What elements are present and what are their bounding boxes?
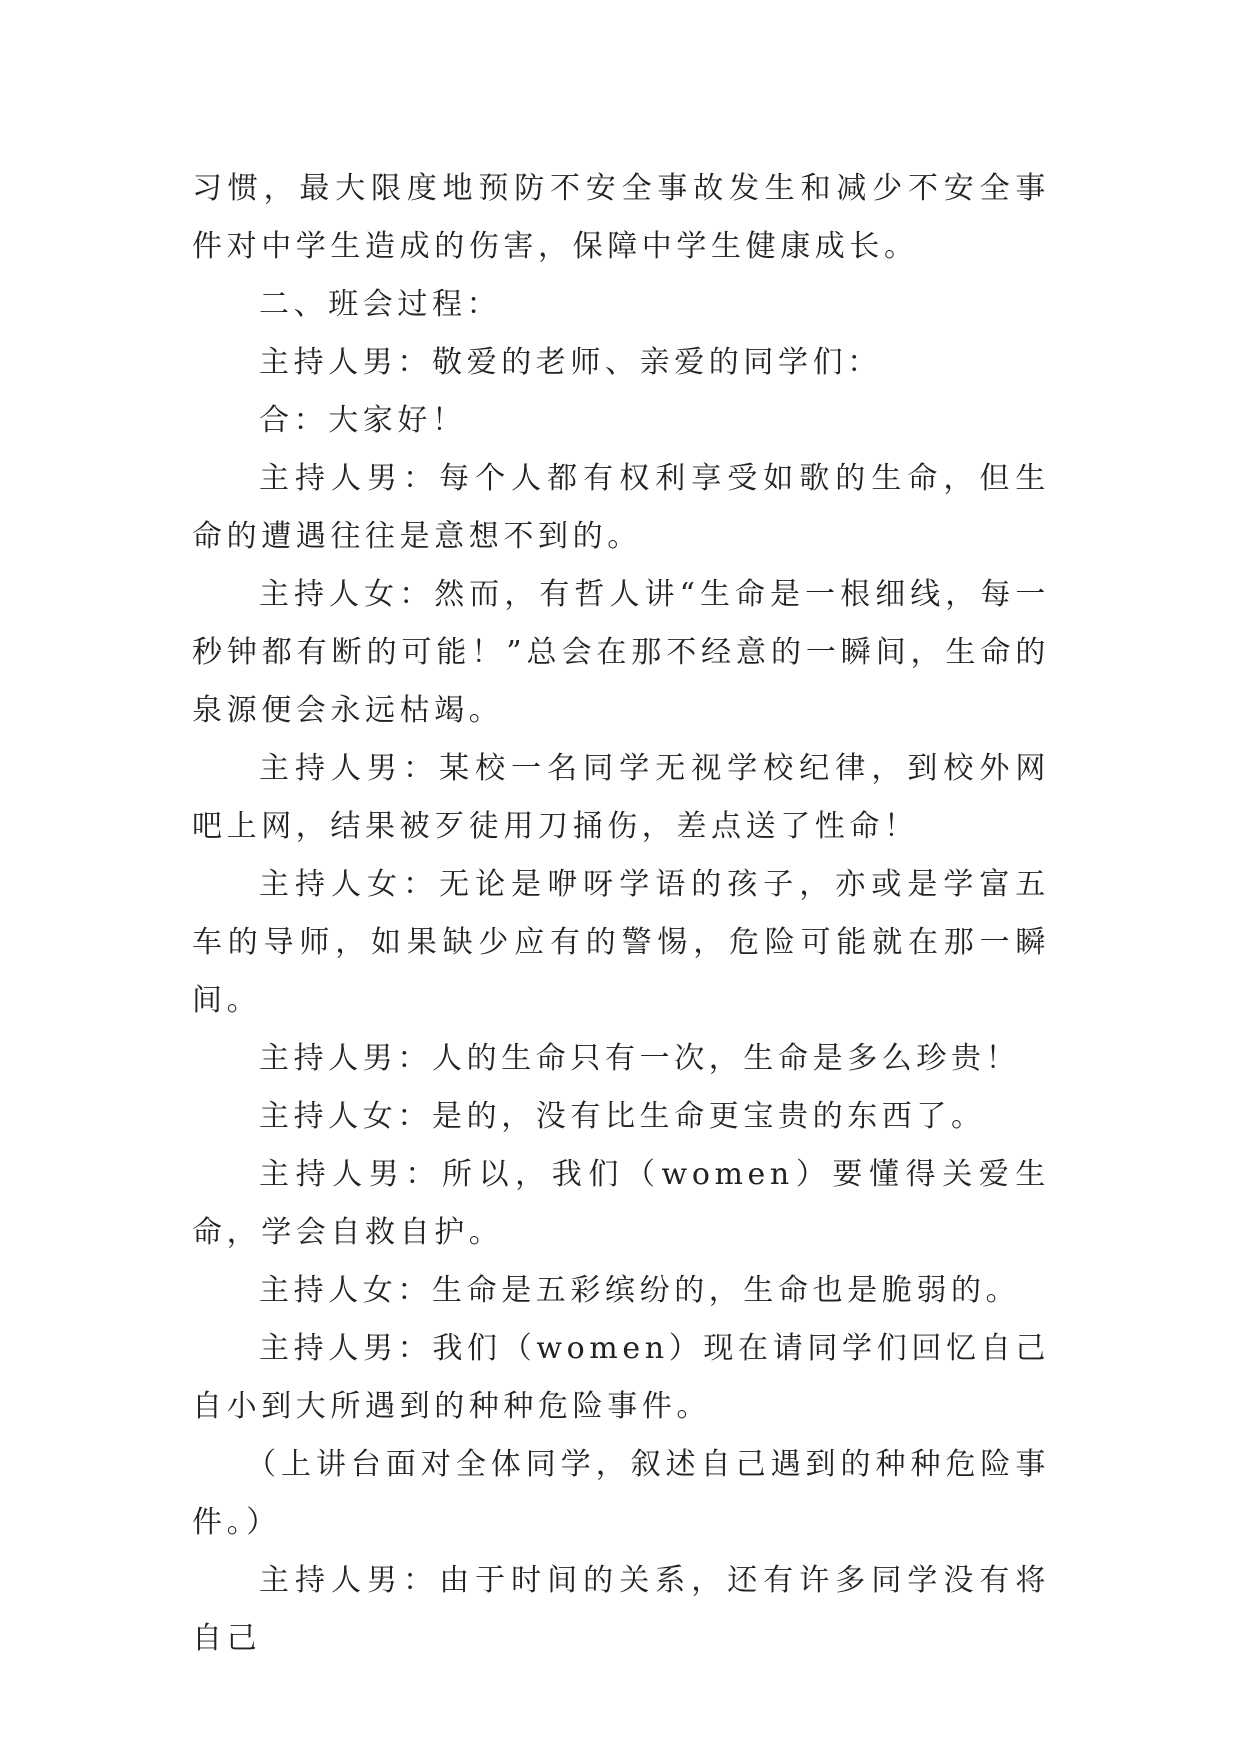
paragraph-host-male-greeting: 主持人男：敬爱的老师、亲爱的同学们： [259, 345, 882, 380]
paragraph-host-male-life-song: 主持人男：每个人都有权利享受如歌的生命，但生命的遭遇往往是意想不到的。 [192, 461, 1050, 554]
paragraph-host-male-life-once: 主持人男：人的生命只有一次，生命是多么珍贵！ [259, 1041, 1021, 1076]
paragraph-host-male-self-rescue: 主持人男：所以，我们（women）要懂得关爱生命，学会自救自护。 [192, 1157, 1050, 1250]
paragraph-stage-direction: （上讲台面对全体同学，叙述自己遇到的种种危险事件。） [192, 1447, 1050, 1540]
paragraph-together-hello: 合：大家好！ [259, 403, 467, 438]
paragraph-host-male-recall: 主持人男：我们（women）现在请同学们回忆自己自小到大所遇到的种种危险事件。 [192, 1331, 1050, 1424]
paragraph-section-heading: 二、班会过程： [259, 287, 502, 322]
paragraph-host-female-thin-thread: 主持人女：然而，有哲人讲“生命是一根细线，每一秒钟都有断的可能！”总会在那不经意的一瞬间，生命的泉源便会永远枯竭。 [192, 577, 1050, 728]
paragraph-host-female-precious: 主持人女：是的，没有比生命更宝贵的东西了。 [259, 1099, 986, 1134]
paragraph-intro-continuation: 习惯，最大限度地预防不安全事故发生和减少不安全事件对中学生造成的伤害，保障中学生健康成长。 [192, 171, 1050, 264]
paragraph-host-female-vigilance: 主持人女：无论是咿呀学语的孩子，亦或是学富五车的导师，如果缺少应有的警惕，危险可能就在那一瞬间。 [192, 867, 1050, 1018]
paragraph-host-male-time: 主持人男：由于时间的关系，还有许多同学没有将自己 [192, 1563, 1050, 1656]
document-body [192, 160, 1050, 1668]
paragraph-host-male-internet-cafe: 主持人男：某校一名同学无视学校纪律，到校外网吧上网，结果被歹徒用刀捅伤，差点送了性命！ [192, 751, 1050, 844]
paragraph-host-female-fragile: 主持人女：生命是五彩缤纷的，生命也是脆弱的。 [259, 1273, 1021, 1308]
